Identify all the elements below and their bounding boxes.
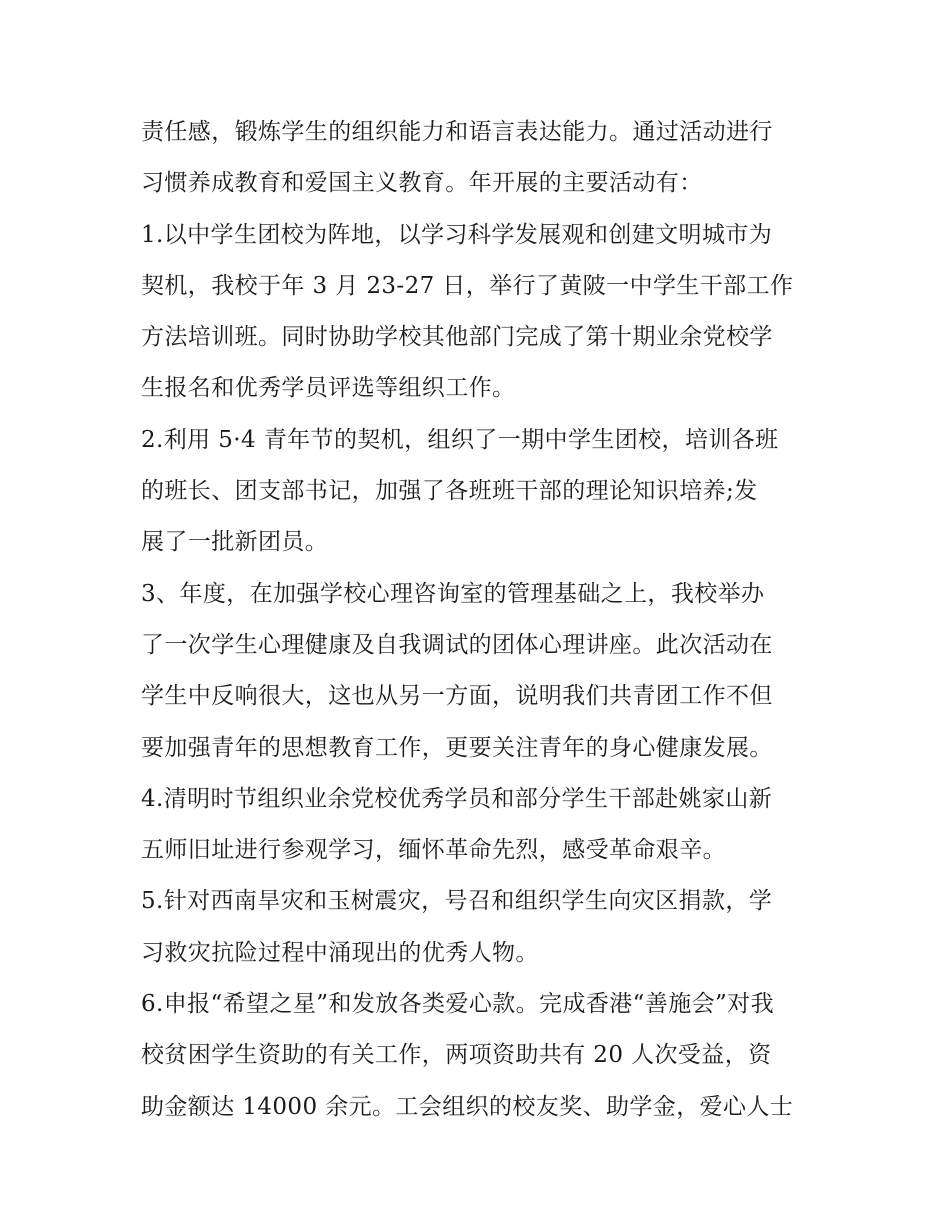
text-line: 1.以中学生团校为阵地，以学习科学发展观和创建文明城市为: [141, 221, 773, 248]
text-line: 学生中反响很大，这也从另一方面，说明我们共青团工作不但: [141, 683, 773, 710]
text-line: 契机，我校于年 3 月 23-27 日，举行了黄陂一中学生干部工作: [141, 272, 794, 299]
text-line: 五师旧址进行参观学习，缅怀革命先烈，感受革命艰辛。: [141, 837, 726, 864]
text-line: 生报名和优秀学员评选等组织工作。: [141, 375, 516, 402]
text-line: 了一次学生心理健康及自我调试的团体心理讲座。此次活动在: [141, 631, 773, 658]
body-text: [141, 107, 821, 1133]
text-line: 6.申报“希望之星”和发放各类爱心款。完成香港“善施会”对我: [141, 991, 774, 1018]
text-line: 5.针对西南旱灾和玉树震灾，号召和组织学生向灾区捐款，学: [141, 888, 773, 915]
text-line: 校贫困学生资助的有关工作，两项资助共有 20 人次受益，资: [141, 1042, 772, 1069]
text-line: 习救灾抗险过程中涌现出的优秀人物。: [141, 939, 539, 966]
text-line: 2.利用 5·4 青年节的契机，组织了一期中学生团校，培训各班: [141, 426, 779, 453]
text-line: 的班长、团支部书记，加强了各班班干部的理论知识培养;发: [141, 478, 758, 505]
text-line: 3、年度，在加强学校心理咨询室的管理基础之上，我校举办: [141, 580, 765, 607]
text-line: 方法培训班。同时协助学校其他部门完成了第十期业余党校学: [141, 324, 773, 351]
text-line: 助金额达 14000 余元。工会组织的校友奖、助学金，爱心人士: [141, 1093, 794, 1120]
text-line: 责任感，锻炼学生的组织能力和语言表达能力。通过活动进行: [141, 119, 773, 145]
text-line: 4.清明时节组织业余党校优秀学员和部分学生干部赴姚家山新: [141, 785, 773, 812]
text-line: 习惯养成教育和爱国主义教育。年开展的主要活动有：: [141, 170, 703, 197]
text-line: 展了一批新团员。: [141, 529, 329, 556]
text-line: 要加强青年的思想教育工作，更要关注青年的身心健康发展。: [141, 734, 773, 761]
